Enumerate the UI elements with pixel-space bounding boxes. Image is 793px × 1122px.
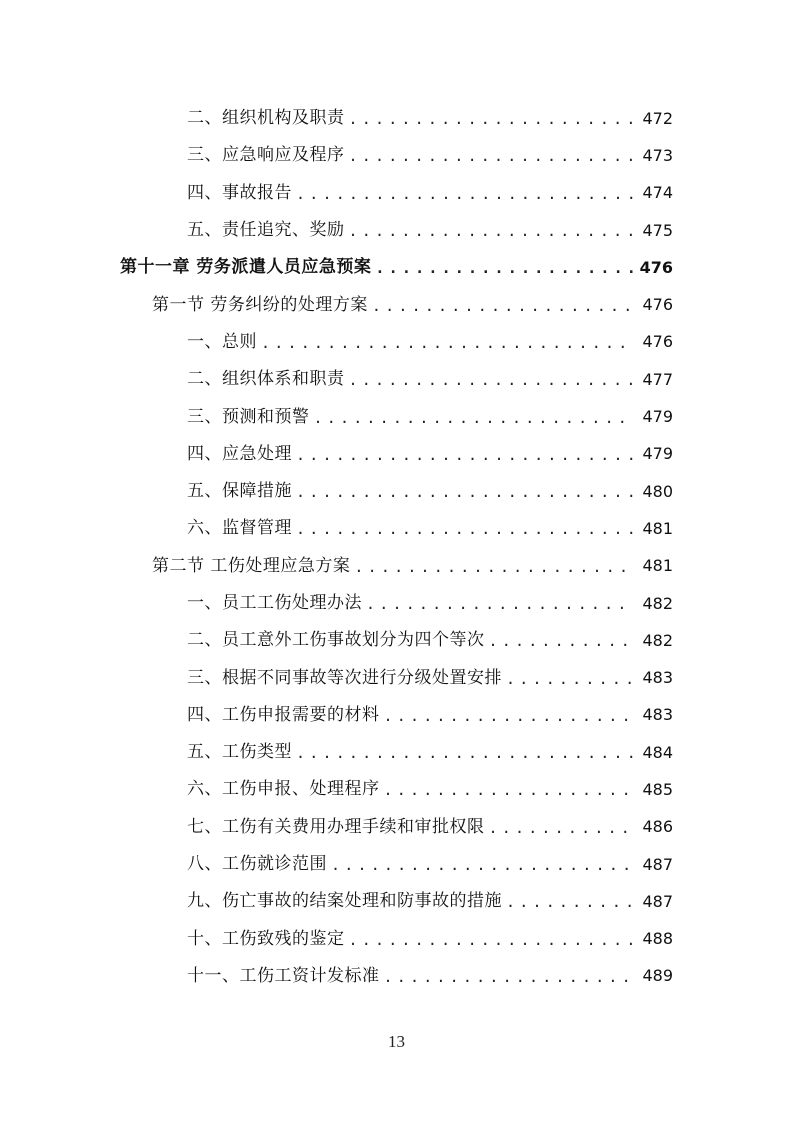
toc-dot-leader bbox=[384, 970, 634, 985]
toc-entry-chapter[interactable] bbox=[0, 249, 793, 286]
toc-entry-page: 474 bbox=[642, 183, 673, 203]
toc-entry-page: 485 bbox=[642, 779, 673, 799]
toc-entry-page: 483 bbox=[642, 705, 673, 725]
toc-entry-item[interactable] bbox=[0, 175, 793, 212]
toc-entry-item[interactable] bbox=[0, 958, 793, 995]
toc-entry-title: 四、事故报告 bbox=[187, 182, 292, 203]
toc-entry-page: 479 bbox=[642, 407, 673, 427]
toc-entry-title: 第二节 工伤处理应急方案 bbox=[152, 555, 351, 576]
toc-entry-section[interactable] bbox=[0, 286, 793, 323]
toc-entry-item[interactable] bbox=[0, 921, 793, 958]
toc-dot-leader bbox=[296, 522, 633, 537]
toc-entry-item[interactable] bbox=[0, 436, 793, 473]
toc-entry-page: 476 bbox=[642, 295, 673, 315]
toc-dot-leader bbox=[331, 858, 633, 873]
toc-entry-item[interactable] bbox=[0, 212, 793, 249]
toc-entry-title: 十一、工伤工资计发标准 bbox=[187, 965, 380, 986]
toc-entry-page: 483 bbox=[642, 668, 673, 688]
toc-entry-title: 九、伤亡事故的结案处理和防事故的措施 bbox=[187, 891, 502, 912]
toc-dot-leader bbox=[384, 709, 634, 724]
toc-entry-page: 479 bbox=[642, 444, 673, 464]
toc-entry-page: 489 bbox=[642, 966, 673, 986]
toc-dot-leader bbox=[366, 597, 633, 612]
toc-entry-title: 第十一章 劳务派遣人员应急预案 bbox=[120, 257, 372, 278]
toc-dot-leader bbox=[349, 149, 634, 164]
toc-entry-item[interactable] bbox=[0, 883, 793, 920]
toc-entry-page: 482 bbox=[642, 593, 673, 613]
toc-entry-title: 三、应急响应及程序 bbox=[187, 145, 345, 166]
toc-entry-page: 477 bbox=[642, 369, 673, 389]
toc-entry-title: 五、工伤类型 bbox=[187, 742, 292, 763]
toc-entry-item[interactable] bbox=[0, 771, 793, 808]
toc-entry-page: 487 bbox=[642, 854, 673, 874]
toc-entry-page: 487 bbox=[642, 891, 673, 911]
toc-dot-leader bbox=[506, 672, 633, 687]
toc-entry-item[interactable] bbox=[0, 473, 793, 510]
toc-entry-title: 四、应急处理 bbox=[187, 443, 292, 464]
toc-entry-title: 第一节 劳务纠纷的处理方案 bbox=[152, 294, 368, 315]
toc-dot-leader bbox=[384, 783, 634, 798]
toc-entry-page: 481 bbox=[642, 556, 673, 576]
toc-entry-title: 六、监督管理 bbox=[187, 518, 292, 539]
toc-dot-leader bbox=[261, 336, 633, 351]
toc-entry-page: 476 bbox=[642, 332, 673, 352]
toc-entry-page: 488 bbox=[642, 929, 673, 949]
toc-dot-leader bbox=[375, 261, 633, 276]
toc-dot-leader bbox=[349, 224, 634, 239]
toc-entry-item[interactable] bbox=[0, 809, 793, 846]
toc-entry-title: 四、工伤申报需要的材料 bbox=[187, 704, 380, 725]
toc-entry-item[interactable] bbox=[0, 846, 793, 883]
toc-entry-item[interactable] bbox=[0, 398, 793, 435]
toc-entry-item[interactable] bbox=[0, 510, 793, 547]
toc-entry-title: 七、工伤有关费用办理手续和审批权限 bbox=[187, 816, 485, 837]
toc-entry-page: 480 bbox=[642, 481, 673, 501]
toc-entry-page: 476 bbox=[639, 257, 673, 277]
toc-dot-leader bbox=[349, 112, 634, 127]
toc-entry-item[interactable] bbox=[0, 585, 793, 622]
page-number: 13 bbox=[388, 1032, 405, 1051]
toc-dot-leader bbox=[372, 299, 633, 314]
toc-entry-title: 一、总则 bbox=[187, 331, 257, 352]
toc-entry-item[interactable] bbox=[0, 137, 793, 174]
toc-entry-item[interactable] bbox=[0, 734, 793, 771]
toc-entry-title: 八、工伤就诊范围 bbox=[187, 854, 327, 875]
toc-entry-item[interactable] bbox=[0, 659, 793, 696]
table-of-contents bbox=[0, 100, 793, 995]
toc-entry-title: 五、责任追究、奖励 bbox=[187, 220, 345, 241]
toc-dot-leader bbox=[314, 411, 634, 426]
toc-entry-title: 十、工伤致残的鉴定 bbox=[187, 928, 345, 949]
toc-entry-item[interactable] bbox=[0, 361, 793, 398]
toc-entry-page: 481 bbox=[642, 518, 673, 538]
toc-entry-page: 482 bbox=[642, 630, 673, 650]
toc-dot-leader bbox=[296, 448, 633, 463]
toc-entry-title: 三、预测和预警 bbox=[187, 406, 310, 427]
toc-entry-item[interactable] bbox=[0, 622, 793, 659]
toc-entry-section[interactable] bbox=[0, 548, 793, 585]
toc-dot-leader bbox=[296, 485, 633, 500]
toc-entry-title: 二、员工意外工伤事故划分为四个等次 bbox=[187, 630, 485, 651]
toc-entry-item[interactable] bbox=[0, 697, 793, 734]
toc-entry-page: 473 bbox=[642, 145, 673, 165]
toc-entry-page: 486 bbox=[642, 817, 673, 837]
toc-entry-page: 472 bbox=[642, 108, 673, 128]
toc-entry-title: 二、组织机构及职责 bbox=[187, 108, 345, 129]
toc-entry-title: 二、组织体系和职责 bbox=[187, 369, 345, 390]
toc-entry-title: 一、员工工伤处理办法 bbox=[187, 593, 362, 613]
toc-entry-page: 484 bbox=[642, 742, 673, 762]
toc-dot-leader bbox=[349, 933, 634, 948]
toc-dot-leader bbox=[296, 187, 633, 202]
toc-dot-leader bbox=[506, 895, 633, 910]
toc-dot-leader bbox=[489, 821, 634, 836]
toc-entry-title: 六、工伤申报、处理程序 bbox=[187, 779, 380, 800]
toc-dot-leader bbox=[296, 746, 633, 761]
toc-entry-item[interactable] bbox=[0, 100, 793, 137]
toc-entry-title: 三、根据不同事故等次进行分级处置安排 bbox=[187, 667, 502, 688]
toc-entry-page: 475 bbox=[642, 220, 673, 240]
toc-entry-item[interactable] bbox=[0, 324, 793, 361]
toc-entry-title: 五、保障措施 bbox=[187, 481, 292, 502]
toc-dot-leader bbox=[354, 560, 633, 575]
toc-dot-leader bbox=[489, 634, 634, 649]
toc-dot-leader bbox=[349, 373, 634, 388]
